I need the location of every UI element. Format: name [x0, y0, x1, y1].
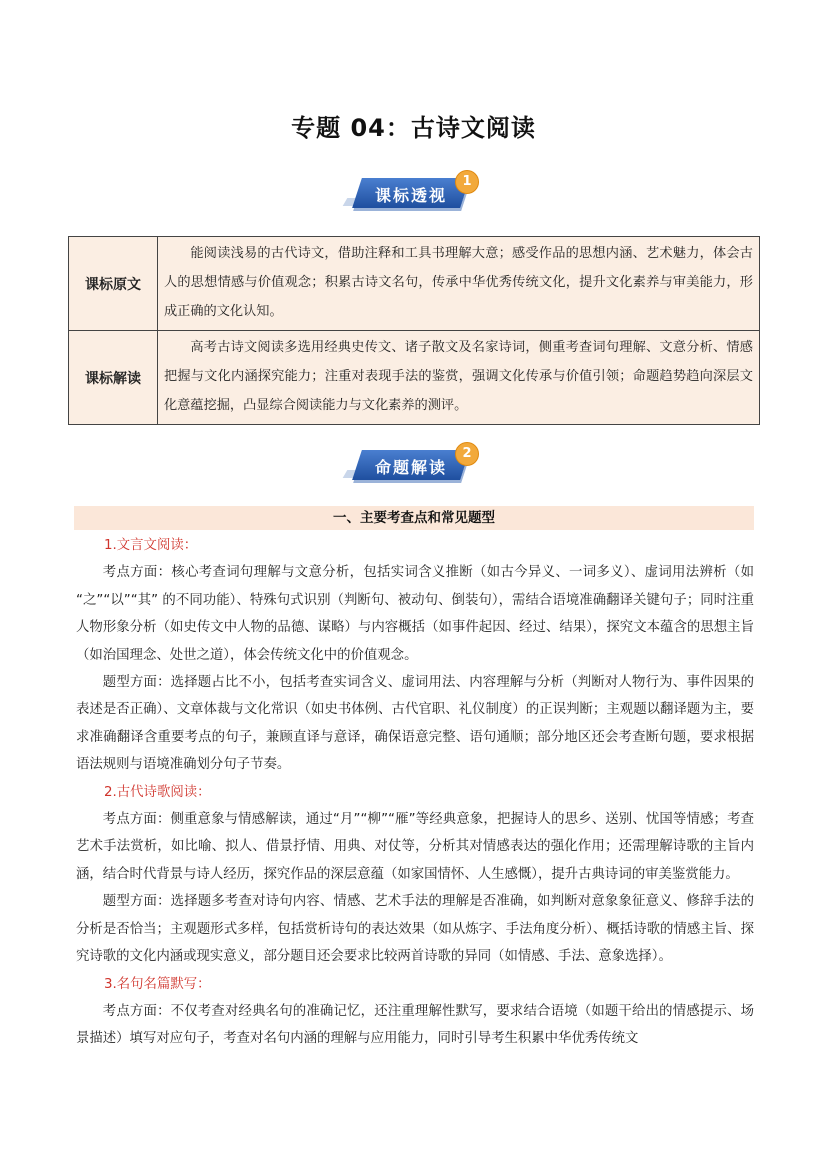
- item-heading: 3.名句名篇默写：: [104, 976, 211, 992]
- curriculum-table: [68, 236, 760, 425]
- row-header: 课标原文: [69, 237, 158, 331]
- paragraph: 考点方面：核心考查词句理解与文意分析，包括实词含义推断（如古今异义、一词多义）、虚词用法辨析（如 “之”“以”“其” 的不同功能）、特殊句式识别（判断句、被动句、倒装句），需结合语境准确翻译关键句子；同时注重人物形象分析（如史传文中人物的品德、谋略）与内容概括（如事件起因、经过、结果），探究文本蕴含的思想主旨（如治国理念、处世之道），体会传统文化中的价值观念。: [76, 565, 754, 663]
- badge-curriculum: [345, 174, 475, 216]
- paragraph: 考点方面：不仅考查对经典名句的准确记忆，还注重理解性默写，要求结合语境（如题干给出的情感提示、场景描述）填写对应句子，考查对名句内涵的理解与应用能力，同时引导考生积累中华优秀传统文: [76, 1003, 754, 1047]
- row-content: [158, 331, 760, 425]
- row-text: 高考古诗文阅读多选用经典史传文、诸子散文及名家诗词，侧重考查词句理解、文意分析、情感把握与文化内涵探究能力；注重对表现手法的鉴赏，强调文化传承与价值引领；命题趋势趋向深层文化意蕴挖掘，凸显综合阅读能力与文化素养的测评。: [164, 340, 753, 413]
- item-heading: 2.古代诗歌阅读：: [104, 784, 211, 800]
- table-row: [69, 237, 760, 331]
- badge-label: 命题解读: [374, 458, 447, 477]
- paragraph: 考点方面：侧重意象与情感解读，通过“月”“柳”“雁”等经典意象，把握诗人的思乡、送别、忧国等情感；考查艺术手法赏析，如比喻、拟人、借景抒情、用典、对仗等，分析其对情感表达的强化作用；还需理解诗歌的主旨内涵，结合时代背景与诗人经历，探究作品的深层意蕴（如家国情怀、人生感慨），提升古典诗词的审美鉴赏能力。: [76, 812, 754, 882]
- table-row: [69, 331, 760, 425]
- row-header: 课标解读: [69, 331, 158, 425]
- section-title: 一、主要考查点和常见题型: [74, 506, 754, 530]
- row-content: [158, 237, 760, 331]
- paragraph: 题型方面：选择题占比不小，包括考查实词含义、虚词用法、内容理解与分析（判断对人物行为、事件因果的表述是否正确）、文章体裁与文化常识（如史书体例、古代官职、礼仪制度）的正误判断；主观题以翻译题为主，要求准确翻译含重要考点的句子，兼顾直译与意译，确保语意完整、语句通顺；部分地区还会考查断句题，要求根据语法规则与语境准确划分句子节奏。: [76, 675, 754, 773]
- content-body: [76, 532, 754, 1053]
- row-text: 能阅读浅易的古代诗文，借助注释和工具书理解大意；感受作品的思想内涵、艺术魅力，体会古人的思想情感与价值观念；积累古诗文名句，传承中华优秀传统文化，提升文化素养与审美能力，形成正确的文化认知。: [164, 246, 753, 319]
- page-title: 专题 04：古诗文阅读: [291, 114, 536, 142]
- badge-proposition: [345, 446, 475, 488]
- badge-label: 课标透视: [374, 186, 447, 205]
- item-heading: 1.文言文阅读：: [104, 538, 198, 553]
- paragraph: 题型方面：选择题多考查对诗句内容、情感、艺术手法的理解是否准确，如判断对意象象征意义、修辞手法的分析是否恰当；主观题形式多样，包括赏析诗句的表达效果（如从炼字、手法角度分析）、概括诗歌的情感主旨、探究诗歌的文化内涵或现实意义，部分题目还会要求比较两首诗歌的异同（如情感、手法、意象选择）。: [76, 894, 754, 965]
- badge-number-icon: 1: [455, 170, 479, 194]
- badge-number-icon: 2: [455, 442, 479, 466]
